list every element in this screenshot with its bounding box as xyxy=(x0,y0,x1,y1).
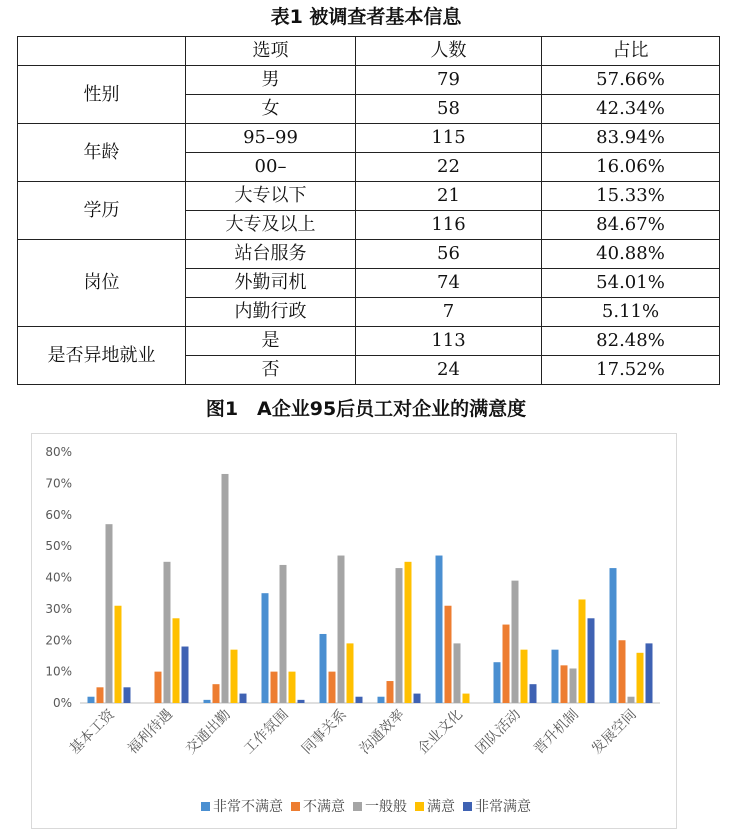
bar-一般般 xyxy=(338,556,345,703)
bar-满意 xyxy=(289,672,296,703)
bar-满意 xyxy=(115,606,122,703)
bar-非常不满意 xyxy=(88,697,95,703)
group-label-cell: 性别 xyxy=(18,66,186,124)
y-tick-label: 50% xyxy=(45,539,72,554)
x-tick-label: 福利待遇 xyxy=(124,706,176,758)
table-title: 表1 被调查者基本信息 xyxy=(270,6,462,28)
x-tick-label: 企业文化 xyxy=(414,706,466,758)
bar-不满意 xyxy=(271,672,278,703)
bar-不满意 xyxy=(213,684,220,703)
x-tick-label: 晋升机制 xyxy=(530,706,582,758)
bar-满意 xyxy=(463,694,470,703)
bar-非常不满意 xyxy=(378,697,385,703)
bar-满意 xyxy=(405,562,412,703)
y-tick-label: 0% xyxy=(52,696,72,710)
group-label-cell: 学历 xyxy=(18,182,186,240)
table-header-cell: 选项 xyxy=(186,37,356,66)
legend-label: 一般般 xyxy=(365,799,407,815)
table-header-cell: 占比 xyxy=(542,37,720,66)
bar-非常不满意 xyxy=(552,650,559,703)
legend-item xyxy=(291,796,345,816)
y-tick-label: 20% xyxy=(45,633,72,648)
bar-非常不满意 xyxy=(610,568,617,703)
group-label-cell: 岗位 xyxy=(18,240,186,327)
bar-非常满意 xyxy=(588,618,595,703)
x-tick-label: 同事关系 xyxy=(298,706,350,758)
table-cell: 是 xyxy=(186,327,356,356)
bar-不满意 xyxy=(619,640,626,703)
group-label-cell: 年龄 xyxy=(18,124,186,182)
legend-item xyxy=(463,796,531,816)
table-cell: 84.67% xyxy=(542,211,720,240)
table-cell: 大专及以上 xyxy=(186,211,356,240)
bar-非常满意 xyxy=(124,687,131,703)
legend-swatch xyxy=(463,802,472,811)
bar-不满意 xyxy=(387,681,394,703)
legend-item xyxy=(353,796,407,816)
table-cell: 男 xyxy=(186,66,356,95)
bar-一般般 xyxy=(164,562,171,703)
bar-不满意 xyxy=(155,672,162,703)
bar-满意 xyxy=(347,643,354,703)
bar-非常不满意 xyxy=(436,556,443,703)
x-tick-label: 基本工资 xyxy=(66,706,118,758)
bar-满意 xyxy=(173,618,180,703)
table-cell: 16.06% xyxy=(542,153,720,182)
bar-一般般 xyxy=(222,474,229,703)
bar-非常满意 xyxy=(298,700,305,703)
table-cell: 42.34% xyxy=(542,95,720,124)
bar-非常满意 xyxy=(356,697,363,703)
legend-label: 非常不满意 xyxy=(213,799,283,815)
table-cell: 5.11% xyxy=(542,298,720,327)
bar-非常不满意 xyxy=(494,662,501,703)
table-cell: 74 xyxy=(356,269,542,298)
table-cell: 79 xyxy=(356,66,542,95)
legend-swatch xyxy=(353,802,362,811)
legend-swatch xyxy=(415,802,424,811)
table-cell: 24 xyxy=(356,356,542,385)
table-header-cell: 人数 xyxy=(356,37,542,66)
bar-非常不满意 xyxy=(262,593,269,703)
legend-label: 不满意 xyxy=(303,799,345,815)
legend-label: 非常满意 xyxy=(475,799,531,815)
table-cell: 15.33% xyxy=(542,182,720,211)
x-tick-label: 工作氛围 xyxy=(240,706,292,758)
table-cell: 站台服务 xyxy=(186,240,356,269)
table-cell: 115 xyxy=(356,124,542,153)
bar-不满意 xyxy=(445,606,452,703)
y-tick-label: 30% xyxy=(45,601,72,616)
table-cell: 113 xyxy=(356,327,542,356)
chart-title: 图1 A企业95后员工对企业的满意度 xyxy=(205,398,527,420)
table-cell: 22 xyxy=(356,153,542,182)
legend-item xyxy=(415,796,455,816)
table-cell: 95–99 xyxy=(186,124,356,153)
legend-swatch xyxy=(291,802,300,811)
y-tick-label: 40% xyxy=(45,570,72,585)
bar-不满意 xyxy=(329,672,336,703)
y-tick-label: 60% xyxy=(45,507,72,522)
table-cell: 女 xyxy=(186,95,356,124)
table-cell: 00– xyxy=(186,153,356,182)
bar-一般般 xyxy=(570,668,577,703)
bar-不满意 xyxy=(97,687,104,703)
bar-一般般 xyxy=(396,568,403,703)
bar-满意 xyxy=(637,653,644,703)
table-cell: 17.52% xyxy=(542,356,720,385)
bar-非常满意 xyxy=(414,694,421,703)
bar-非常满意 xyxy=(646,643,653,703)
table-cell: 58 xyxy=(356,95,542,124)
table-cell: 82.48% xyxy=(542,327,720,356)
bar-非常满意 xyxy=(530,684,537,703)
bar-一般般 xyxy=(106,524,113,703)
chart-legend xyxy=(0,796,732,816)
bar-满意 xyxy=(231,650,238,703)
y-tick-label: 10% xyxy=(45,664,72,679)
table-cell: 7 xyxy=(356,298,542,327)
x-tick-label: 沟通效率 xyxy=(356,706,408,758)
legend-item xyxy=(201,796,283,816)
bar-一般般 xyxy=(454,643,461,703)
bar-非常不满意 xyxy=(204,700,211,703)
bar-满意 xyxy=(521,650,528,703)
bar-一般般 xyxy=(280,565,287,703)
table-cell: 57.66% xyxy=(542,66,720,95)
legend-swatch xyxy=(201,802,210,811)
table-cell: 116 xyxy=(356,211,542,240)
bar-非常满意 xyxy=(240,694,247,703)
y-tick-label: 80% xyxy=(45,445,72,459)
table-cell: 大专以下 xyxy=(186,182,356,211)
x-tick-label: 团队活动 xyxy=(472,706,524,758)
x-tick-label: 交通出勤 xyxy=(182,706,234,758)
bar-一般般 xyxy=(628,697,635,703)
bar-不满意 xyxy=(561,665,568,703)
table-cell: 内勤行政 xyxy=(186,298,356,327)
group-label-cell: 是否异地就业 xyxy=(18,327,186,385)
bar-满意 xyxy=(579,599,586,703)
table-cell: 83.94% xyxy=(542,124,720,153)
bar-非常不满意 xyxy=(320,634,327,703)
bar-不满意 xyxy=(503,625,510,703)
legend-label: 满意 xyxy=(427,799,455,815)
bar-非常满意 xyxy=(182,647,189,703)
y-tick-label: 70% xyxy=(45,476,72,491)
table-cell: 40.88% xyxy=(542,240,720,269)
x-tick-label: 发展空间 xyxy=(588,706,640,758)
table-cell: 21 xyxy=(356,182,542,211)
table-cell: 54.01% xyxy=(542,269,720,298)
table-cell: 否 xyxy=(186,356,356,385)
table-cell: 外勤司机 xyxy=(186,269,356,298)
bar-一般般 xyxy=(512,581,519,703)
table-cell: 56 xyxy=(356,240,542,269)
